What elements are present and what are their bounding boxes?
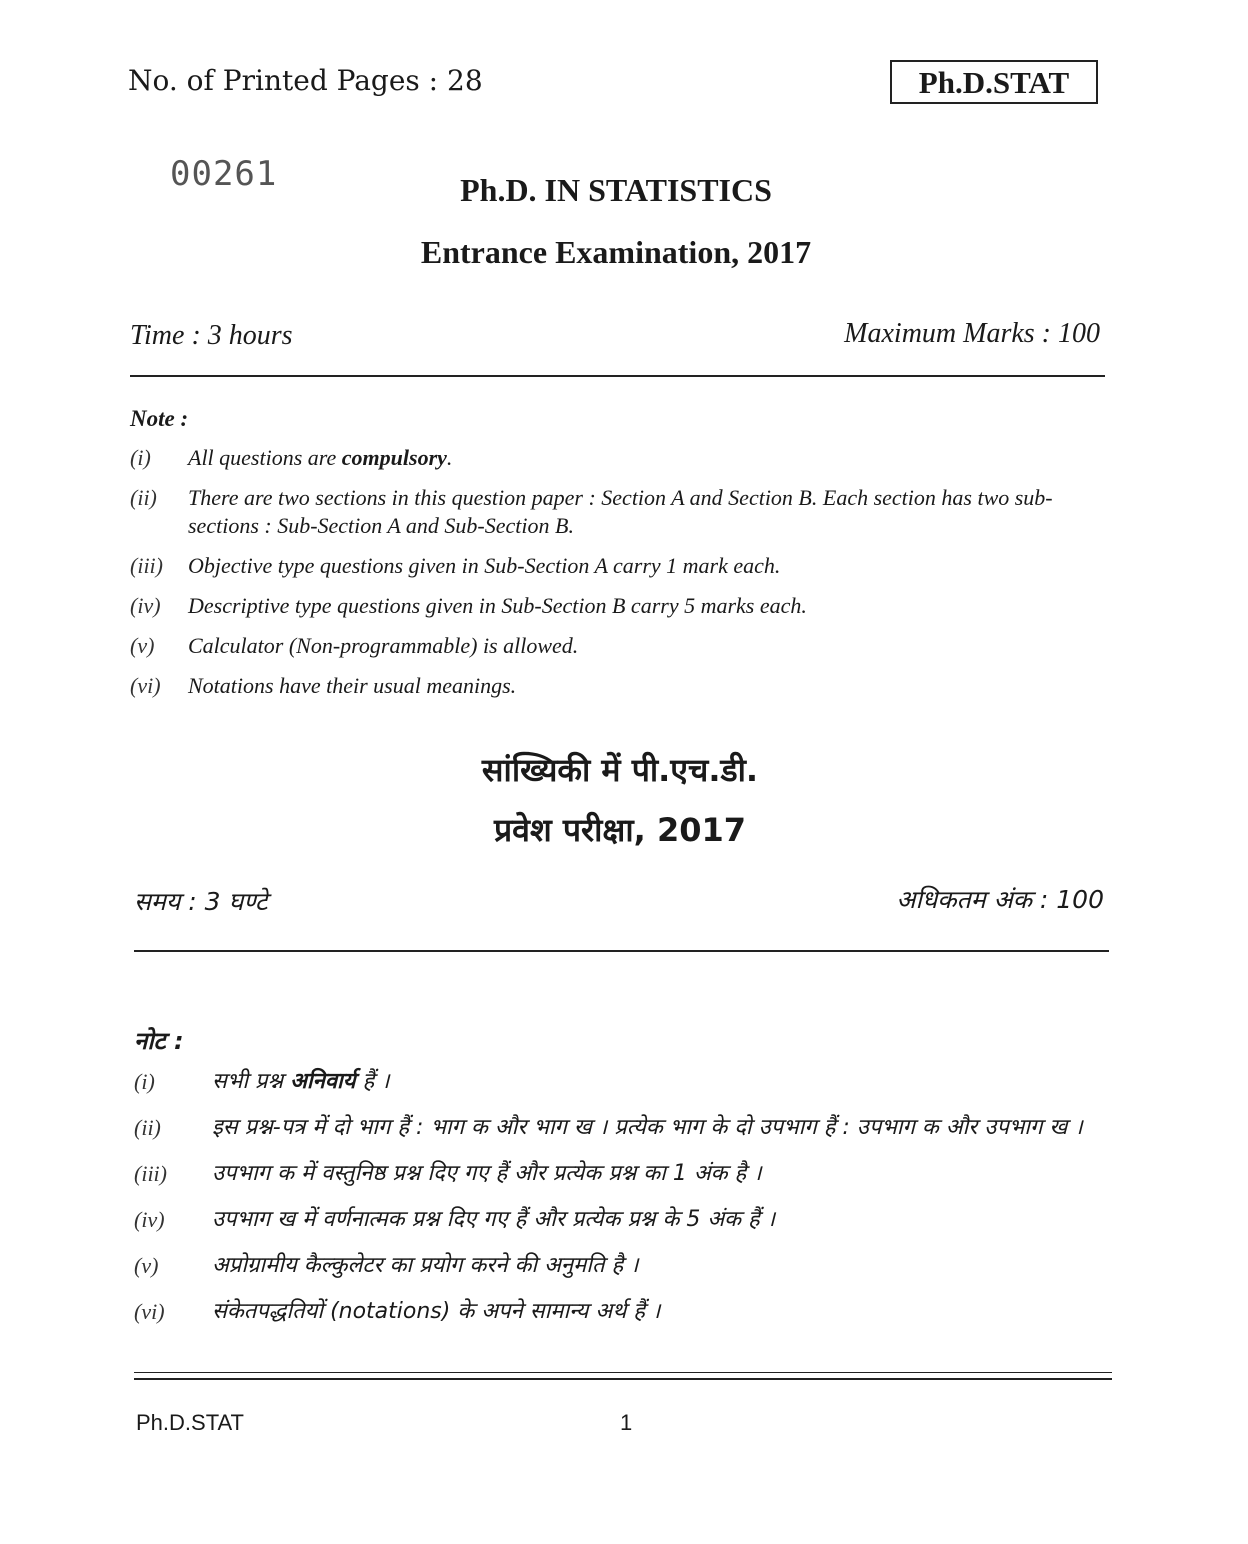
divider [134,950,1109,952]
hindi-note-item [134,1204,1114,1236]
note-number: (vi) [134,1299,165,1324]
note-number: (v) [134,1253,159,1278]
note-number: (ii) [134,1115,161,1140]
note-text: उपभाग क में वस्तुनिष्ठ प्रश्न दिए गए हैं और प्रत्येक प्रश्न का 1 अंक है । [212,1161,762,1186]
note-text: Objective type questions given in Sub-Section A carry 1 mark each. [188,553,781,578]
printed-pages-count: No. of Printed Pages : 28 [128,64,483,97]
note-number: (iv) [130,593,161,618]
note-number: (iv) [134,1207,165,1232]
hindi-time-allowed: समय : 3 घण्टे [134,887,268,916]
hindi-maximum-marks: अधिकतम अंक : 100 [896,885,1104,914]
hindi-note-item [134,1066,1114,1098]
hindi-note-item [134,1296,1114,1328]
hindi-note-heading: नोट : [134,1027,184,1055]
note-text: संकेतपद्धतियों (notations) के अपने सामान्य अर्थ हैं । [212,1299,661,1324]
page-number: 1 [620,1410,633,1435]
hindi-note-item [134,1158,1114,1190]
hindi-exam-title: सांख्यिकी में पी.एच.डी. [481,751,759,789]
footer-divider [134,1372,1112,1373]
hindi-note-item [134,1112,1114,1144]
note-number: (v) [130,633,155,658]
paper-code-box: Ph.D.STAT [890,60,1098,104]
note-text: अप्रोग्रामीय कैल्कुलेटर का प्रयोग करने की अनुमति है । [212,1253,639,1278]
footer-divider [134,1378,1112,1380]
note-list [130,444,1110,712]
hindi-note-list [134,1066,1114,1342]
hindi-note-item [134,1250,1114,1282]
note-item [130,552,1110,580]
note-number: (iii) [130,553,163,578]
note-item [130,484,1110,540]
note-item [130,592,1110,620]
note-text: Notations have their usual meanings. [188,673,517,698]
time-allowed: Time : 3 hours [130,320,293,351]
hindi-exam-subtitle: प्रवेश परीक्षा, 2017 [493,811,747,849]
note-number: (iii) [134,1161,167,1186]
note-text: इस प्रश्न-पत्र में दो भाग हैं : भाग क और भाग ख । प्रत्येक भाग के दो उपभाग हैं : उपभाग क और उपभाग ख । [212,1115,1083,1140]
note-number: (ii) [130,485,157,510]
serial-number: 00261 [170,154,278,194]
note-item [130,672,1110,700]
note-text: Calculator (Non-programmable) is allowed. [188,633,579,658]
note-item [130,632,1110,660]
note-number: (vi) [130,673,161,698]
footer-paper-code: Ph.D.STAT [136,1410,244,1435]
note-text: All questions are compulsory. [188,445,453,470]
note-number: (i) [130,445,151,470]
note-text: There are two sections in this question paper : Section A and Section B. Each section has two sub-sections : Sub-Section A and Sub-Section B. [188,485,1053,538]
note-item [130,444,1110,472]
note-text: सभी प्रश्न अनिवार्य हैं । [212,1069,390,1094]
note-text: उपभाग ख में वर्णनात्मक प्रश्न दिए गए हैं और प्रत्येक प्रश्न के 5 अंक हैं । [212,1207,776,1232]
exam-title: Ph.D. IN STATISTICS [460,172,772,208]
note-text: Descriptive type questions given in Sub-Section B carry 5 marks each. [188,593,807,618]
note-number: (i) [134,1069,155,1094]
maximum-marks: Maximum Marks : 100 [844,318,1100,349]
divider [130,375,1105,377]
note-heading: Note : [130,406,189,431]
exam-subtitle: Entrance Examination, 2017 [420,234,812,270]
